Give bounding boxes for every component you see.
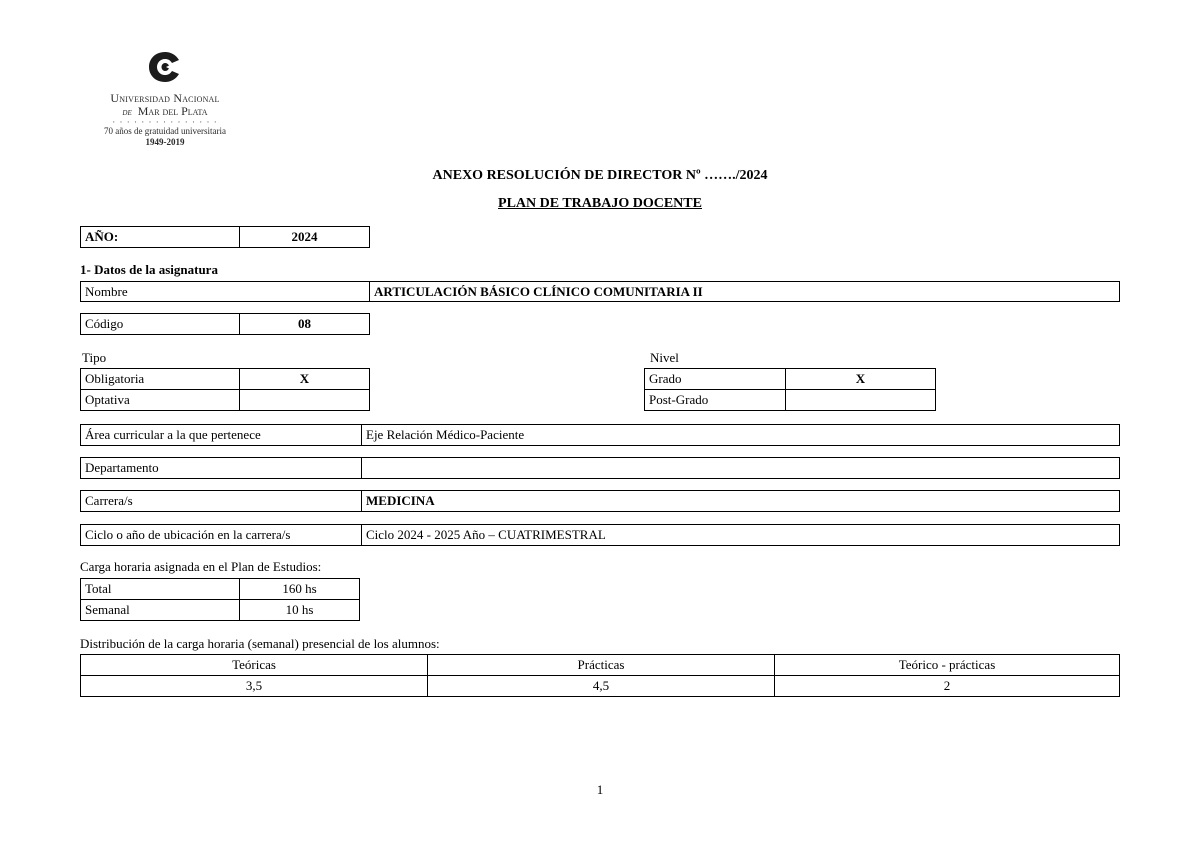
carga-value: 10 hs xyxy=(239,600,359,620)
departamento-row xyxy=(80,457,1120,479)
distribucion-table xyxy=(80,654,1120,697)
nombre-label: Nombre xyxy=(85,283,128,299)
carrera-value: MEDICINA xyxy=(361,491,1119,511)
area-value: Eje Relación Médico-Paciente xyxy=(361,425,1119,445)
tipo-row xyxy=(81,369,369,389)
nombre-value: ARTICULACIÓN BÁSICO CLÍNICO COMUNITARIA II xyxy=(369,282,1119,301)
annex-title: ANEXO RESOLUCIÓN DE DIRECTOR Nº ……./2024 xyxy=(432,168,768,183)
carga-value: 160 hs xyxy=(239,579,359,599)
area-row xyxy=(80,424,1120,446)
year-label: AÑO: xyxy=(85,229,119,244)
codigo-row xyxy=(80,313,370,335)
logo-years: 1949-2019 xyxy=(145,137,185,147)
codigo-value: 08 xyxy=(239,314,369,334)
ciclo-row xyxy=(80,524,1120,546)
plan-title: PLAN DE TRABAJO DOCENTE xyxy=(498,196,702,211)
departamento-value xyxy=(361,458,1119,478)
nivel-row xyxy=(645,389,935,410)
distribucion-header: Prácticas xyxy=(427,655,774,675)
tipo-row xyxy=(81,389,369,410)
carga-row xyxy=(81,599,359,620)
nivel-row xyxy=(645,369,935,389)
logo-city: Mar del Plata xyxy=(137,104,208,118)
nivel-table xyxy=(644,368,936,411)
logo-de: de xyxy=(122,107,132,118)
university-logo xyxy=(80,50,250,148)
logo-tagline: 70 años de gratuidad universitaria xyxy=(104,126,226,136)
distribucion-value: 4,5 xyxy=(427,676,774,696)
ciclo-label: Ciclo o año de ubicación en la carrera/s xyxy=(85,527,291,542)
logo-university-name: Universidad Nacional xyxy=(110,91,220,105)
distribucion-header-row xyxy=(81,655,1119,675)
carga-row xyxy=(81,579,359,599)
section1-title: 1- Datos de la asignatura xyxy=(80,262,218,277)
unmdp-emblem-icon xyxy=(147,50,183,84)
distribucion-title: Distribución de la carga horaria (semanal) presencial de los alumnos: xyxy=(80,636,440,651)
area-label: Área curricular a la que pertenece xyxy=(85,427,261,442)
nivel-title: Nivel xyxy=(650,350,679,365)
carga-label: Total xyxy=(85,581,112,596)
ciclo-value: Ciclo 2024 - 2025 Año – CUATRIMESTRAL xyxy=(361,525,1119,545)
nivel-value xyxy=(785,390,935,410)
distribucion-header: Teórico - prácticas xyxy=(774,655,1119,675)
distribucion-value: 3,5 xyxy=(245,678,263,693)
distribucion-value-row xyxy=(81,675,1119,696)
tipo-table xyxy=(80,368,370,411)
carrera-row xyxy=(80,490,1120,512)
carga-title: Carga horaria asignada en el Plan de Estudios: xyxy=(80,559,322,574)
carrera-label: Carrera/s xyxy=(85,493,133,508)
distribucion-header: Teóricas xyxy=(232,657,276,672)
year-value: 2024 xyxy=(239,227,369,247)
nivel-value: X xyxy=(785,369,935,389)
tipo-label: Obligatoria xyxy=(85,371,145,386)
logo-dots-divider: · · · · · · · · · · · · · · · xyxy=(112,117,218,127)
nombre-row xyxy=(80,281,1120,302)
page-number: 1 xyxy=(596,782,604,797)
codigo-label: Código xyxy=(85,316,124,331)
nivel-label: Post-Grado xyxy=(649,392,709,407)
tipo-title: Tipo xyxy=(82,350,107,365)
tipo-label: Optativa xyxy=(85,392,130,407)
distribucion-value: 2 xyxy=(774,676,1119,696)
carga-table xyxy=(80,578,360,621)
departamento-label: Departamento xyxy=(85,460,159,475)
carga-label: Semanal xyxy=(85,602,130,617)
tipo-value: X xyxy=(239,369,369,389)
year-box xyxy=(80,226,370,248)
tipo-value xyxy=(239,390,369,410)
nivel-label: Grado xyxy=(649,371,682,386)
